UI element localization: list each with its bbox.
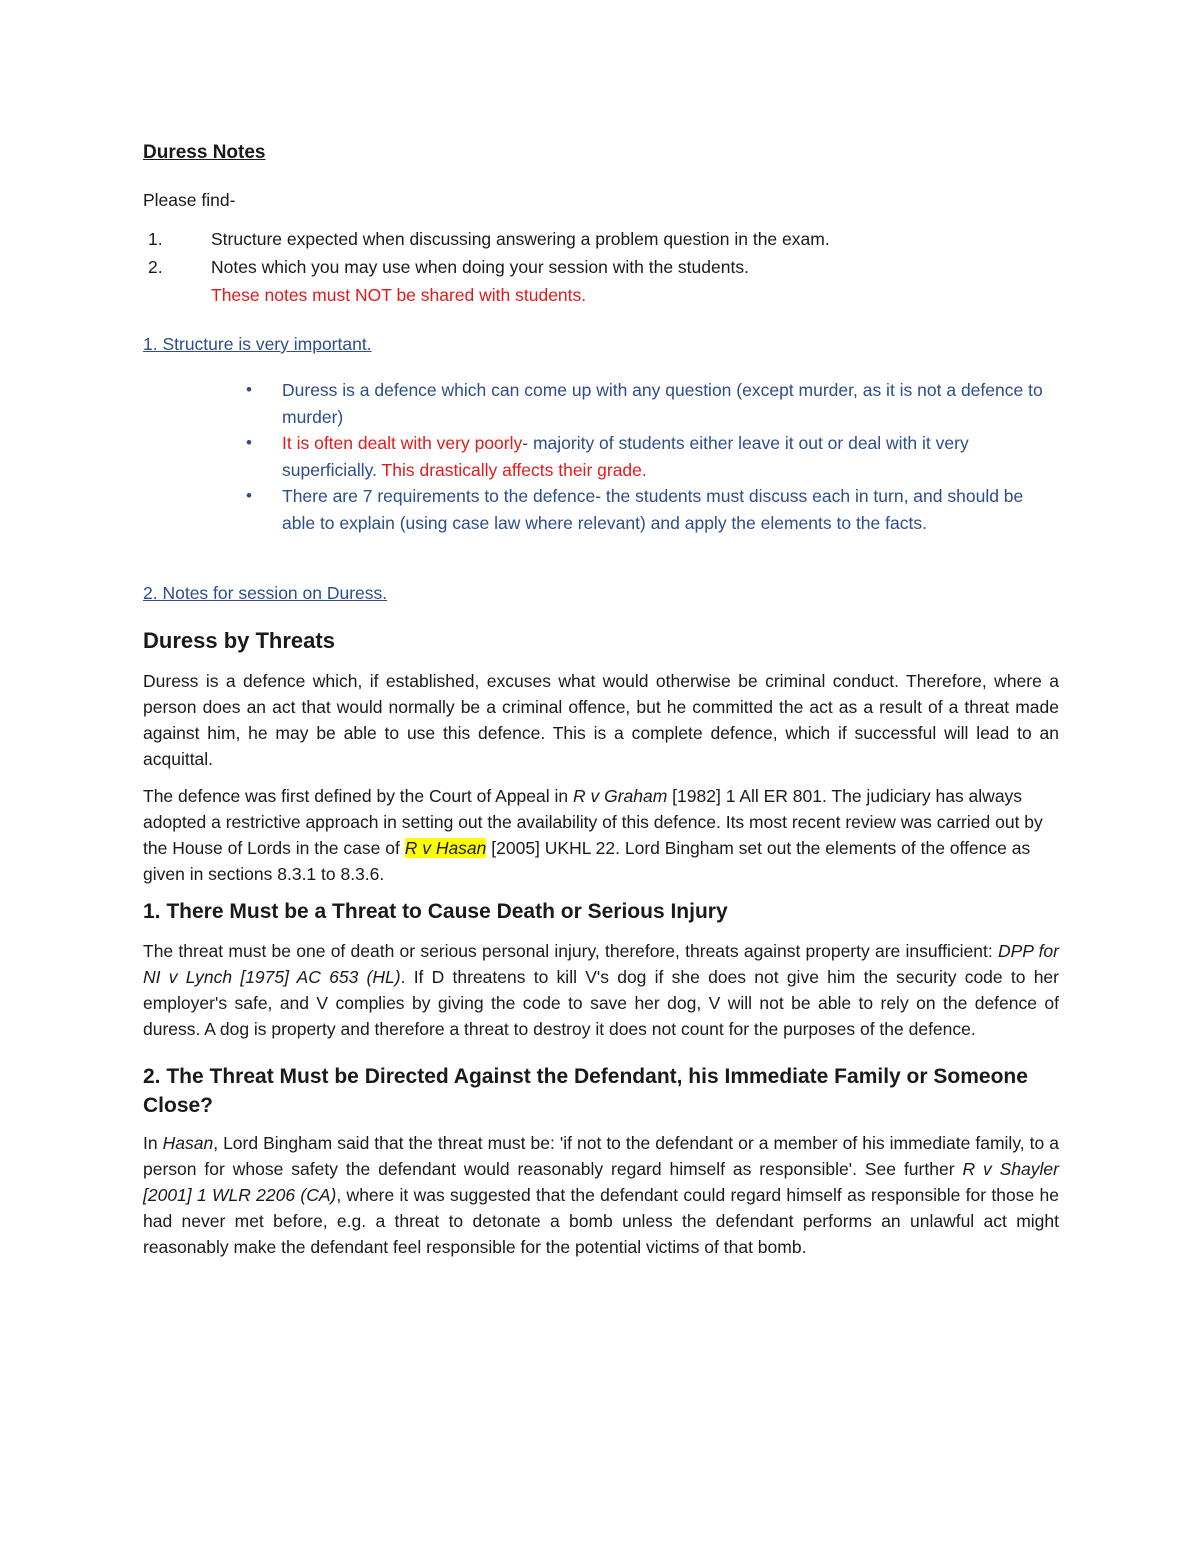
find-list-item [143, 253, 1059, 309]
text-run: In [143, 1133, 163, 1153]
text-run: [2005] UKHL 22. Lord Bingham set out the elements of the offence as given in sections 8.3.1 to 8.3.6. [143, 838, 1031, 884]
bullet-text-red: It is often dealt with very poorly [282, 433, 523, 453]
text-run: . If D threatens to kill V's dog if she does not give him the security code to her employer's safe, and V complies by giving the code to save her dog, V will not be able to rely on the defence of duress. A dog is property and therefore a threat to destroy it does not count for the purposes of the defence. [143, 967, 1059, 1039]
paragraph [143, 783, 1059, 887]
document-body [143, 140, 1059, 1260]
bullet-item [143, 430, 1059, 483]
bullet-text: - majority of students either leave it out or deal with it very superficially. [282, 433, 969, 480]
heading-duress-by-threats: Duress by Threats [143, 628, 335, 653]
highlighted-case-citation: R v Hasan [404, 838, 487, 858]
find-list-item [143, 225, 1059, 253]
paragraph [143, 938, 1059, 1042]
bullet-icon: • [246, 380, 252, 399]
paragraph [143, 1130, 1059, 1260]
warning-text: These notes must NOT be shared with students. [211, 285, 587, 305]
bullet-text: There are 7 requirements to the defence- the students must discuss each in turn, and should be able to explain (using case law where relevant) and apply the elements to the facts. [282, 486, 1024, 533]
text-run: , where it was suggested that the defendant could regard himself as responsible for those he had never met before, e.g. a threat to detonate a bomb unless the defendant performs an unlawful act might reasonably make the defendant feel responsible for the potential victims of that bomb. [143, 1185, 1059, 1257]
text-run: The defence was first defined by the Court of Appeal in [143, 786, 573, 806]
document-title: Duress Notes [143, 142, 266, 163]
list-item-text: Notes which you may use when doing your session with the students. [211, 257, 749, 277]
bullet-text: Duress is a defence which can come up with any question (except murder, as it is not a defence to murder) [282, 380, 1043, 427]
heading-threat-death-injury: 1. There Must be a Threat to Cause Death or Serious Injury [143, 900, 728, 923]
list-number: 1. [148, 229, 163, 249]
bullet-item [143, 483, 1059, 536]
structure-bullets [143, 377, 1059, 536]
section2-heading: 2. Notes for session on Duress. [143, 583, 388, 603]
case-citation: R v Graham [572, 786, 668, 806]
case-citation: R v Shayler [2001] 1 WLR 2206 (CA) [143, 1159, 1059, 1205]
bullet-text-red: This drastically affects their grade. [377, 459, 647, 480]
heading-threat-directed: 2. The Threat Must be Directed Against the Defendant, his Immediate Family or Someone Close? [143, 1065, 1028, 1117]
text-run: [1982] 1 All ER 801. The judiciary has always adopted a restrictive approach in setting out the availability of this defence. Its most recent review was carried out by the House of Lords in the case of [143, 786, 1043, 858]
text-run: , Lord Bingham said that the threat must be: 'if not to the defendant or a member of his immediate family, to a person for whose safety the defendant would reasonably regard himself as responsible'. See further [143, 1133, 1059, 1179]
bullet-icon: • [246, 433, 252, 452]
list-item-text: Structure expected when discussing answering a problem question in the exam. [211, 229, 830, 249]
case-citation: Hasan [162, 1133, 214, 1153]
find-list [143, 225, 1059, 309]
text-run: The threat must be one of death or serious personal injury, therefore, threats against property are insufficient: [143, 941, 998, 961]
section1-heading: 1. Structure is very important. [143, 334, 372, 354]
list-number: 2. [148, 257, 163, 277]
case-citation: DPP for NI v Lynch [1975] AC 653 (HL) [143, 941, 1059, 987]
please-find-text: Please find- [143, 190, 236, 210]
bullet-icon: • [246, 486, 252, 505]
paragraph: Duress is a defence which, if established, excuses what would otherwise be criminal conduct. Therefore, where a person does an act that would normally be a criminal offence, but he committed the act as a result of a threat made against him, he may be able to use this defence. This is a complete defence, which if successful will lead to an acquittal. [143, 671, 1059, 769]
bullet-item [143, 377, 1059, 430]
